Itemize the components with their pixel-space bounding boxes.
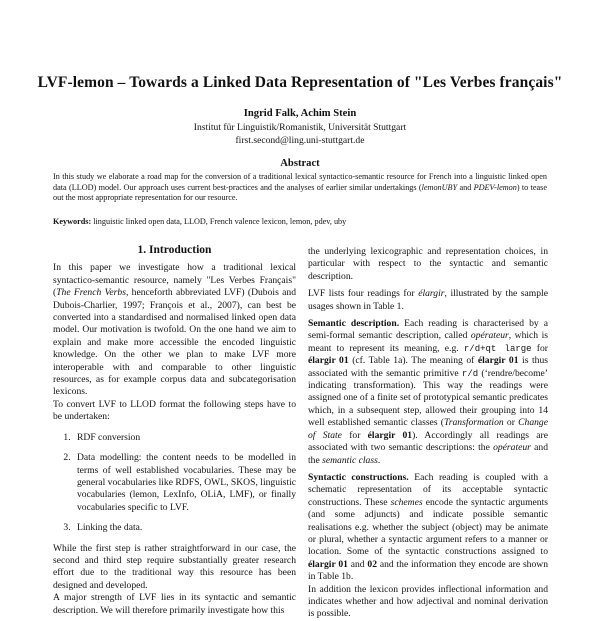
text-part: .: [377, 454, 381, 466]
text-part: Each reading is coupled with a schematic representation of its acceptable syntactic constructions. These: [308, 471, 548, 508]
semantic-description-paragraph: [308, 318, 548, 467]
abstract-text-part: In this study we elaborate a road map for the conversion of a traditional lexical syntactico-semantic resource for French into a linguistic linked open data (LLOD) model. Our approach uses current best-practices and the analyses of earlier similar undertakings (: [53, 172, 547, 192]
right-paragraph-last: In addition the lexicon provides inflectional information and indicates whether and how adjectival and nominal derivation is possible.: [308, 583, 548, 620]
text-bold: élargir 01: [367, 429, 413, 441]
author-affiliation-block: [0, 122, 600, 147]
text-part: and the: [308, 442, 548, 466]
text-part: In this paper we investigate how a traditional lexical syntactico-semantic resource, namely "Les Verbes Français" (: [53, 262, 296, 299]
text-part: , which is meant to represent its meaning, e.g.: [308, 330, 548, 354]
text-part: ). Accordingly all readings are associated with two semantic descriptions: the: [308, 429, 548, 454]
intro-paragraph-3: While the first step is rather straightforward in our case, the second and third step require substantially greater research effort due to the traditional way this resource has been designed and developed.: [53, 542, 296, 591]
text-bold: élargir 01: [308, 355, 349, 367]
text-italic: semantic class: [322, 454, 378, 466]
text-italic: opérateur: [493, 442, 531, 454]
author-email: first.second@ling.uni-stuttgart.de: [235, 134, 365, 146]
right-paragraph-2: [308, 288, 548, 313]
abstract-ref-lemonuby: lemonUBY: [421, 182, 458, 192]
keywords-label: Keywords:: [53, 217, 92, 226]
intro-paragraph-4: A major strength of LVF lies in its syntactic and semantic description. We will therefore primarily investigate how this: [53, 592, 296, 616]
text-italic: élargir: [418, 288, 445, 300]
paper-title: LVF-lemon – Towards a Linked Data Representation of "Les Verbes français": [37, 74, 563, 91]
intro-paragraph-1: [53, 262, 296, 398]
text-italic: The French Verbs: [56, 287, 126, 299]
list-item: 1. RDF conversion: [73, 432, 296, 444]
abstract-ref-pdev-lemon: PDEV-lemon: [473, 182, 517, 192]
paper-authors: Ingrid Falk, Achim Stein: [243, 108, 357, 119]
text-part: for: [341, 429, 368, 441]
keywords: [53, 217, 547, 228]
text-bold: élargir 01: [308, 558, 348, 570]
text-part: or: [503, 417, 519, 429]
text-italic: Change of State: [308, 417, 548, 441]
list-item: 3. Linking the data.: [73, 522, 296, 534]
text-italic: Transformation: [443, 417, 504, 429]
text-bold: 02: [367, 558, 378, 570]
code-text: r/d: [461, 368, 479, 379]
text-part: and the information they encode are shown in Table 1b.: [308, 558, 548, 583]
text-part: encode the syntactic arguments (and some adjuncts) and indicate possible semantic realisations e.g. whether the subject (object) may be animate or plural, whether a syntactic argument refers to a manner or location. Some of the syntactic constructions assigned to: [308, 496, 548, 558]
code-text: r/d+qt large: [463, 343, 532, 354]
section-heading-introduction: 1. Introduction: [137, 244, 212, 256]
list-item: 2. Data modelling: the content needs to be modelled in terms of well established vocabularies. These may be general vocabularies like RDFS, OWL, SKOS, linguistic vocabularies (lemon, LexInfo, OLiA, LMF), or finally vocabularies specific to LVF.: [73, 452, 296, 514]
paragraph-label: Syntactic constructions.: [308, 471, 409, 483]
text-italic: opérateur: [470, 330, 509, 342]
text-part: is thus associated with the semantic primitive: [308, 355, 548, 379]
text-bold: élargir 01: [477, 355, 519, 367]
abstract-text-part: ) to tease out the most appropriate representation for our resource.: [53, 182, 547, 202]
text-part: and: [347, 558, 368, 570]
intro-paragraph-2: To convert LVF to LLOD format the following steps have to be undertaken:: [53, 398, 296, 423]
text-part: (‘rendre/become’ indicating transformation). This way the readings were assigned one of a finite set of prototypical semantic predicates which, in a subsequent step, allowed their grouping into 14 well established semantic classes (: [308, 367, 548, 429]
abstract-text: [53, 172, 547, 204]
text-part: for: [531, 342, 548, 354]
keywords-text: linguistic linked open data, LLOD, French valence lexicon, lemon, pdev, uby: [91, 217, 347, 226]
right-paragraph-1: the underlying lexicographic and representation choices, in particular with respect to the syntactic and semantic description.: [308, 246, 548, 282]
abstract-text-part: and: [457, 182, 474, 192]
abstract-heading: Abstract: [280, 158, 320, 169]
text-part: , illustrated by the sample usages shown in Table 1.: [308, 288, 548, 312]
text-part: LVF lists four readings for: [308, 288, 419, 300]
left-column: [53, 244, 296, 617]
affiliation: Institut für Linguistik/Romanistik, Universität Stuttgart: [193, 122, 407, 133]
paragraph-label: Semantic description.: [308, 318, 400, 330]
syntactic-constructions-paragraph: [308, 472, 548, 584]
conversion-steps-list: [53, 432, 296, 535]
right-column: [308, 246, 548, 621]
text-part: Each reading is characterised by a semi-formal semantic description, called: [308, 318, 548, 342]
text-italic: schemes: [390, 496, 423, 508]
text-part: (cf. Table 1a). The meaning of: [348, 355, 478, 367]
text-part: , henceforth abbreviated LVF) (Dubois and Dubois-Charlier, 1997; François et al., 2007), can best be converted into a standardised and normalised linked open data model. Our motivation is twofold. On the one hand we aim to explain and make more accessible the encoded linguistic knowledge. On the other we plan to make LVF more interoperable with and comparable to other linguistic resources, as for example corpus data and subcategorisation lexicons.: [53, 287, 296, 398]
